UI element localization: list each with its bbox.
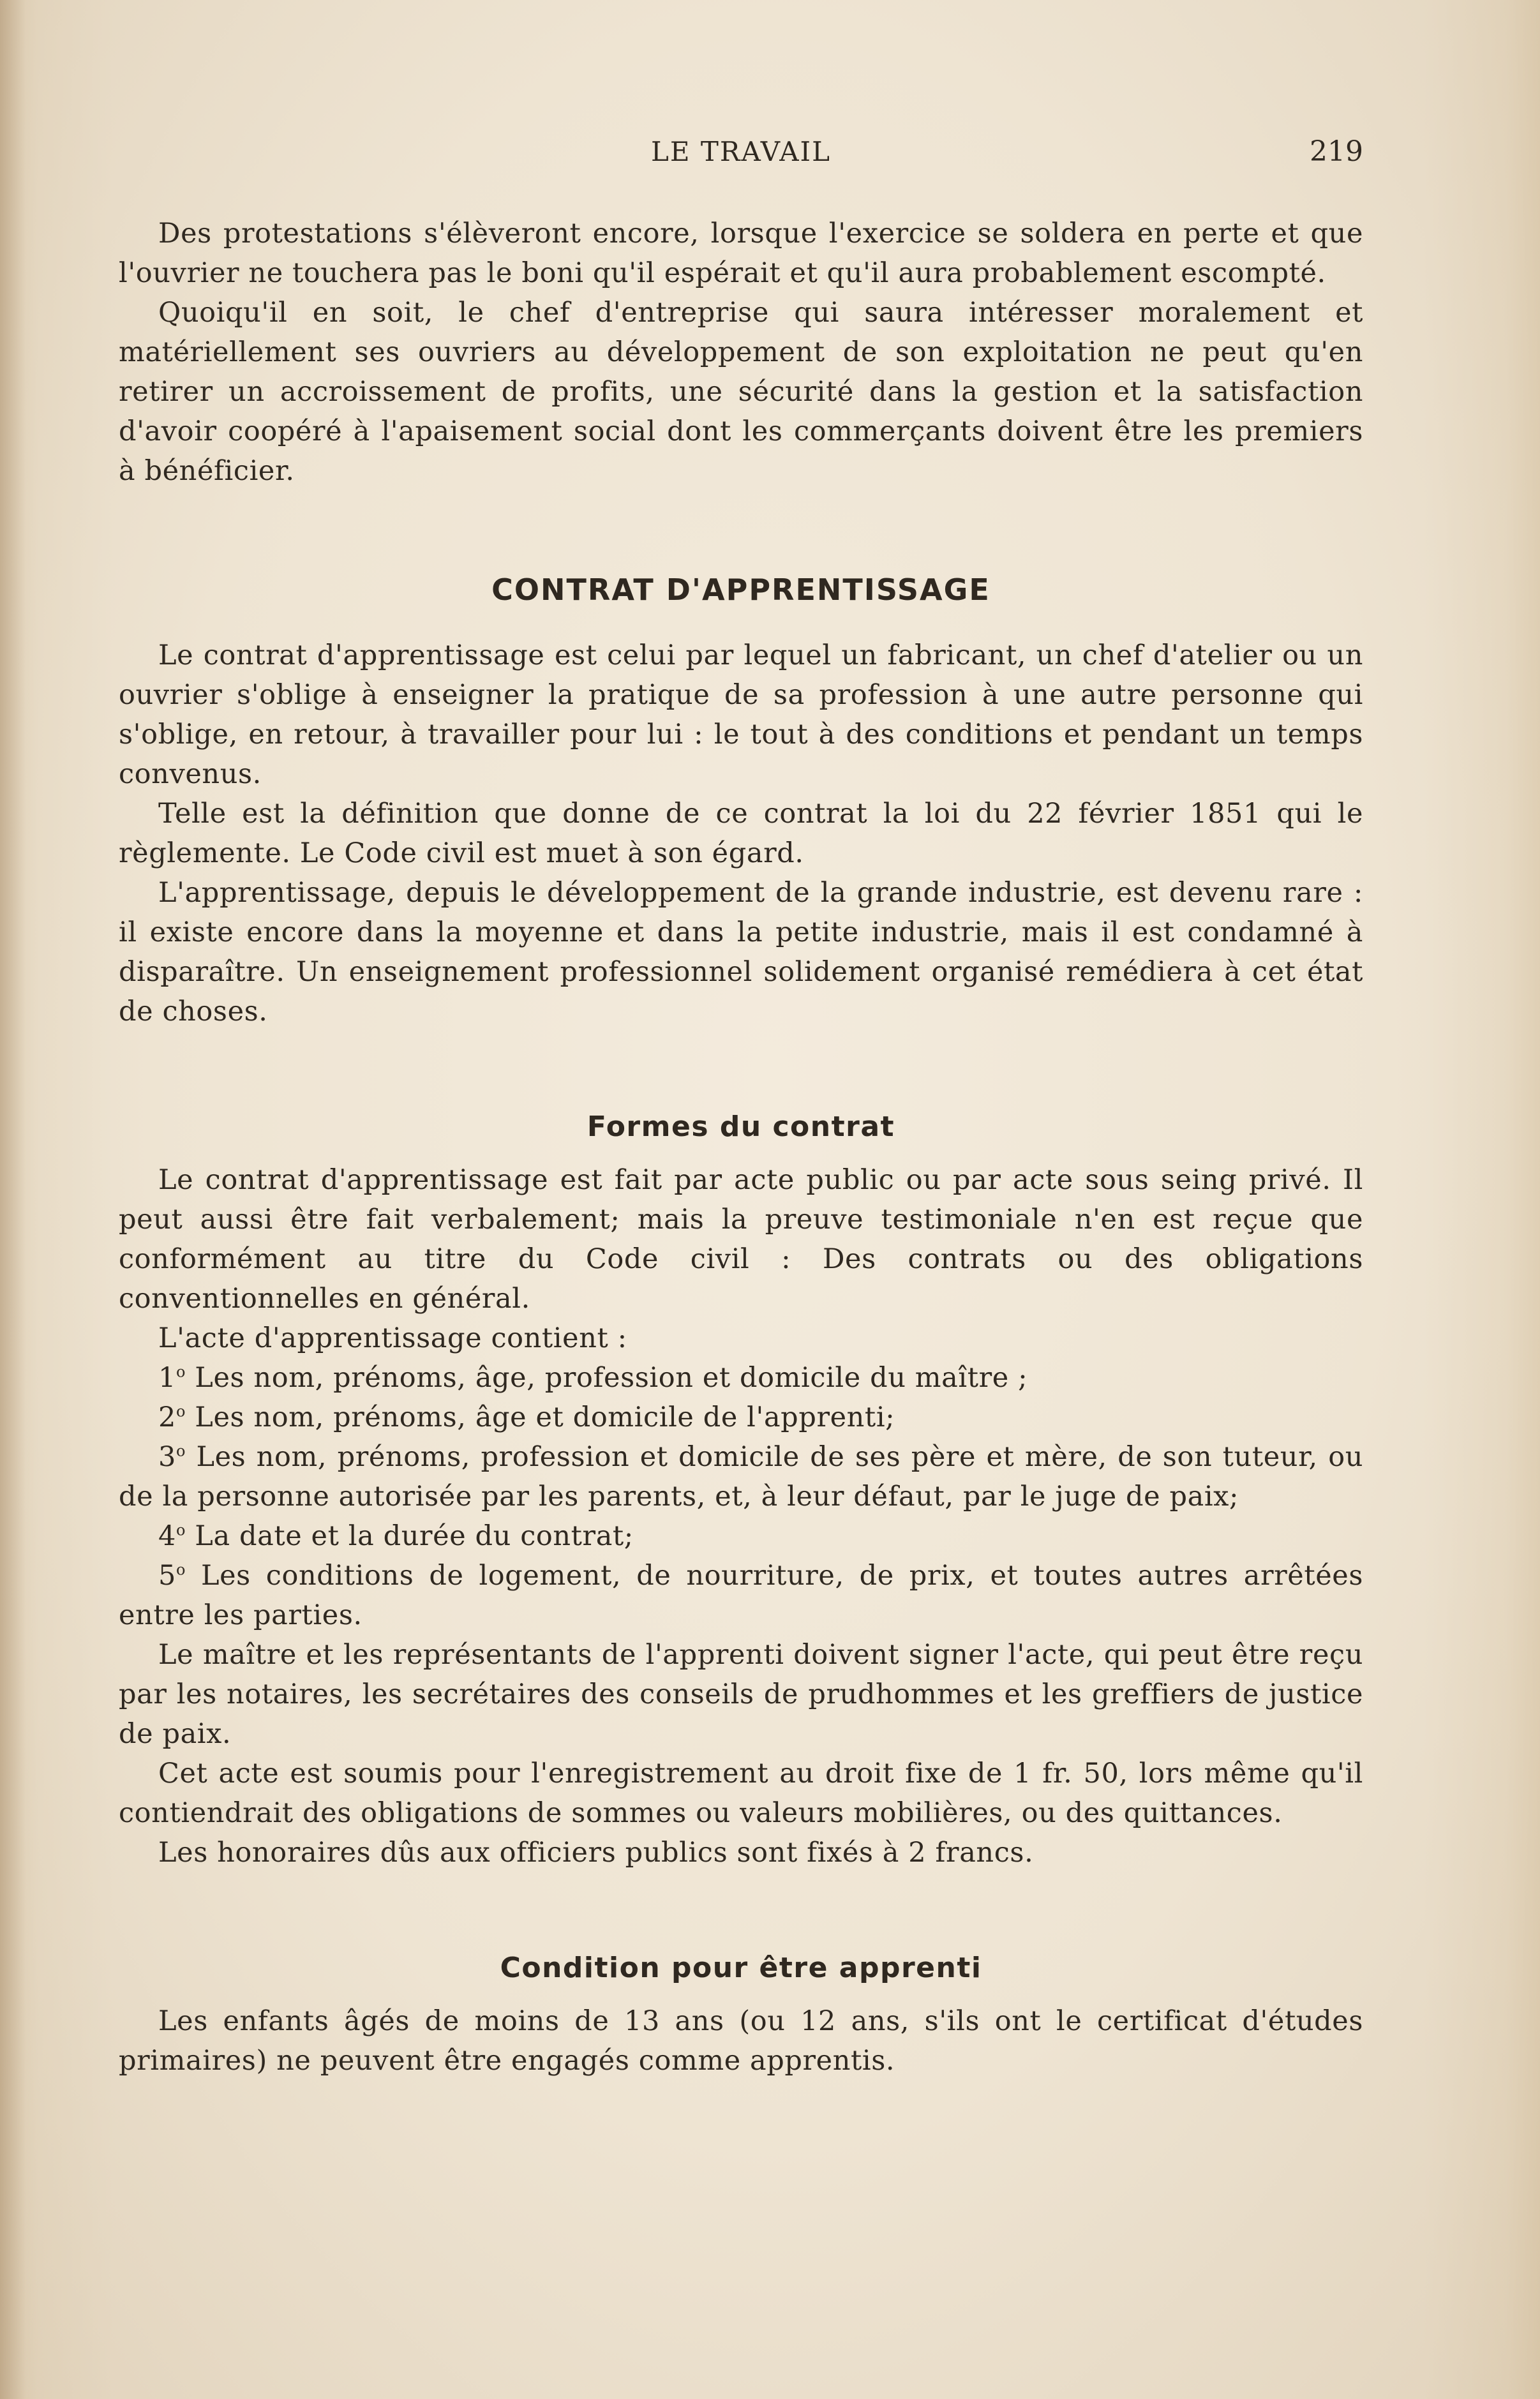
- paragraph: Telle est la définition que donne de ce contrat la loi du 22 février 1851 qui le règlemente. Le Code civil est muet à son égard.: [119, 798, 1363, 869]
- list-item: [119, 1556, 1363, 1635]
- list-number: 2: [158, 1401, 176, 1433]
- list-text: Les nom, prénoms, âge et domicile de l'apprenti;: [186, 1401, 895, 1433]
- paragraph: Le maître et les représentants de l'apprenti doivent signer l'acte, qui peut être reçu par les notaires, les secrétaires des conseils de prudhommes et les greffiers de justice de paix.: [119, 1639, 1363, 1750]
- list-item: [119, 1358, 1363, 1398]
- list-text: Les conditions de logement, de nourriture, de prix, et toutes autres arrêtées entre les parties.: [119, 1560, 1363, 1631]
- page-body: [119, 214, 1363, 2081]
- list-item: [119, 1437, 1363, 1516]
- ordinal-mark: o: [176, 1402, 186, 1421]
- ordinal-mark: o: [176, 1521, 186, 1539]
- paragraph: L'apprentissage, depuis le développement de la grande industrie, est devenu rare : il existe encore dans la moyenne et dans la petite industrie, mais il est condamné à disparaître. Un enseignement professionnel solidement organisé remédiera à cet état de choses.: [119, 877, 1363, 1028]
- list-number: 1: [158, 1362, 176, 1394]
- paragraph: Quoiqu'il en soit, le chef d'entreprise qui saura intéresser moralement et matériellement ses ouvriers au développement de son exploitation ne peut qu'en retirer un accroissement de profits, une sécurité dans la gestion et la satisfaction d'avoir coopéré à l'apaisement social dont les commerçants doivent être les premiers à bénéficier.: [119, 297, 1363, 487]
- paragraph: L'acte d'apprentissage contient :: [158, 1322, 627, 1354]
- paragraph: Le contrat d'apprentissage est fait par acte public ou par acte sous seing privé. Il peut aussi être fait verbalement; mais la preuve testimoniale n'en est reçue que conformément au titre du Code civil : Des contrats ou des obligations conventionnelles en général.: [119, 1164, 1363, 1315]
- subsection-heading: Formes du contrat: [587, 1110, 895, 1143]
- list-text: Les nom, prénoms, âge, profession et domicile du maître ;: [186, 1362, 1028, 1394]
- page-edge-shadow: [0, 0, 26, 2399]
- paragraph: Cet acte est soumis pour l'enregistrement au droit fixe de 1 fr. 50, lors même qu'il contiendrait des obligations de sommes ou valeurs mobilières, ou des quittances.: [119, 1758, 1363, 1829]
- list-number: 3: [158, 1441, 176, 1473]
- running-title: LE TRAVAIL: [650, 136, 832, 167]
- paragraph: Les enfants âgés de moins de 13 ans (ou 12 ans, s'ils ont le certificat d'études primaires) ne peuvent être engagés comme apprentis.: [119, 2005, 1363, 2077]
- running-head: [119, 133, 1363, 171]
- paragraph: Le contrat d'apprentissage est celui par lequel un fabricant, un chef d'atelier ou un ouvrier s'oblige à enseigner la pratique de sa profession à une autre personne qui s'oblige, en retour, à travailler pour lui : le tout à des conditions et pendant un temps convenus.: [119, 639, 1363, 790]
- list-number: 5: [158, 1560, 176, 1592]
- list-text: La date et la durée du contrat;: [186, 1520, 634, 1552]
- ordinal-mark: o: [176, 1363, 186, 1381]
- list-number: 4: [158, 1520, 176, 1552]
- section-heading: CONTRAT D'APPRENTISSAGE: [491, 572, 991, 607]
- list-item: [119, 1516, 1363, 1556]
- ordinal-mark: o: [176, 1560, 186, 1579]
- paragraph: Des protestations s'élèveront encore, lorsque l'exercice se soldera en perte et que l'ouvrier ne touchera pas le boni qu'il espérait et qu'il aura probablement escompté.: [119, 218, 1363, 289]
- list-item: [119, 1398, 1363, 1437]
- list-text: Les nom, prénoms, profession et domicile de ses père et mère, de son tuteur, ou de la personne autorisée par les parents, et, à leur défaut, par le juge de paix;: [119, 1441, 1363, 1513]
- ordinal-mark: o: [176, 1442, 186, 1460]
- page-number: 219: [1310, 135, 1363, 168]
- paragraph: Les honoraires dûs aux officiers publics sont fixés à 2 francs.: [158, 1837, 1034, 1869]
- subsection-heading: Condition pour être apprenti: [500, 1952, 982, 1984]
